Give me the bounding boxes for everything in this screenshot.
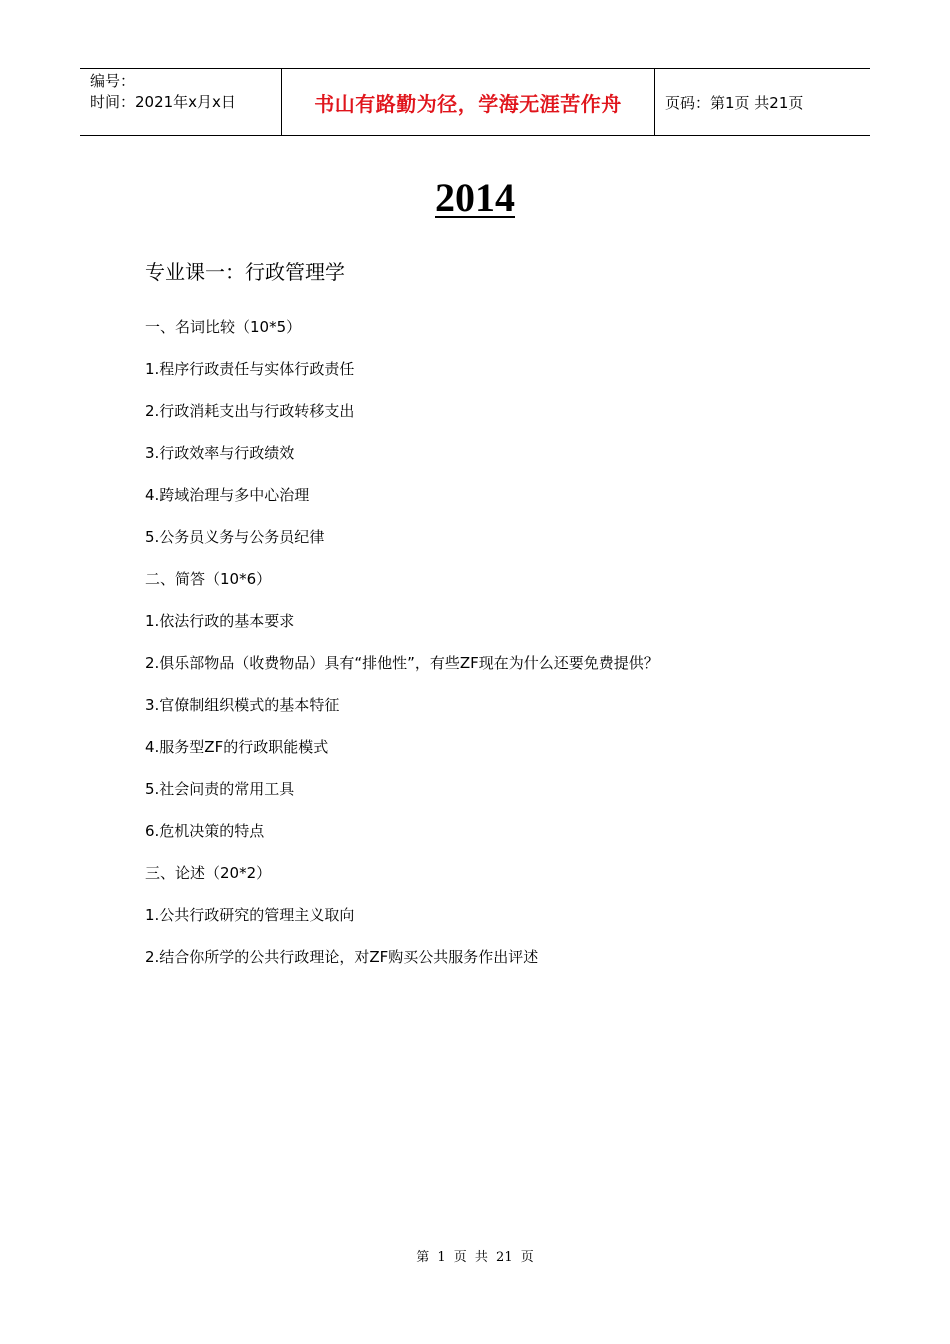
title-text: 2014 — [435, 175, 515, 220]
section-heading-3: 三、论述（20*2） — [145, 864, 272, 882]
question-item: 5.公务员义务与公务员纪律 — [145, 528, 325, 546]
document-header — [80, 68, 870, 136]
header-page-label: 页码：第1页 共21页 — [665, 93, 804, 112]
question-item: 5.社会问责的常用工具 — [145, 780, 295, 798]
number-label: 编号： — [90, 72, 136, 90]
subject-heading: 专业课一：行政管理学 — [145, 260, 345, 284]
question-item: 1.公共行政研究的管理主义取向 — [145, 906, 355, 924]
section-heading-1: 一、名词比较（10*5） — [145, 318, 302, 336]
header-meta — [80, 69, 281, 135]
header-motto: 书山有路勤为径，学海无涯苦作舟 — [281, 69, 655, 135]
question-item: 1.程序行政责任与实体行政责任 — [145, 360, 355, 378]
question-item: 2.行政消耗支出与行政转移支出 — [145, 402, 355, 420]
question-list — [145, 316, 845, 988]
document-title — [0, 172, 950, 224]
question-item: 2.结合你所学的公共行政理论，对ZF购买公共服务作出评述 — [145, 948, 539, 966]
date-label: 时间：2021年x月x日 — [90, 93, 236, 111]
section-heading-2: 二、简答（10*6） — [145, 570, 272, 588]
question-item: 4.服务型ZF的行政职能模式 — [145, 738, 329, 756]
question-item: 1.依法行政的基本要求 — [145, 612, 295, 630]
question-item: 3.行政效率与行政绩效 — [145, 444, 295, 462]
question-item: 6.危机决策的特点 — [145, 822, 265, 840]
page-footer: 第 1 页 共 21 页 — [416, 1250, 534, 1265]
question-item: 2.俱乐部物品（收费物品）具有“排他性”，有些ZF现在为什么还要免费提供？ — [145, 654, 659, 672]
question-item: 3.官僚制组织模式的基本特征 — [145, 696, 340, 714]
question-item: 4.跨域治理与多中心治理 — [145, 486, 310, 504]
